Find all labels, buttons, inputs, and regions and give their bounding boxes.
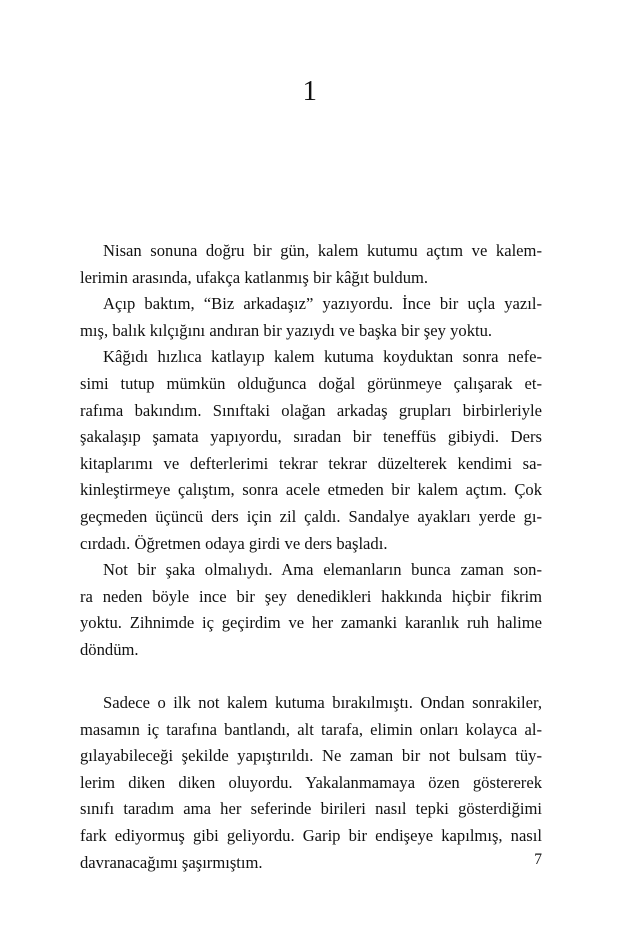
text-line-content: Not bir şaka olmalıydı. Ama elemanların bunca zaman son-: [103, 560, 542, 580]
text-line: [80, 291, 542, 318]
text-line: gılayabileceği şekilde yapıştırıldı. Ne zaman bir not bulsam tüy-: [80, 746, 542, 766]
text-line-content: Kâğıdı hızlıca katlayıp kalem kutuma koyduktan sonra nefe-: [103, 347, 542, 367]
text-line: fark ediyormuş gibi geliyordu. Garip bir endişeye kapılmış, nasıl: [80, 826, 542, 846]
chapter-number: 1: [302, 75, 318, 107]
text-line: [80, 344, 542, 371]
text-line: sınıfı taradım ama her seferinde birileri nasıl tepki gösterdiğimi: [80, 799, 542, 819]
text-line: [80, 557, 542, 584]
text-line: döndüm.: [80, 639, 139, 659]
paragraph: [80, 344, 542, 557]
text-line: geçmeden üçüncü ders için zil çaldı. Sandalye ayakları yerde gı-: [80, 506, 542, 526]
text-line: [80, 238, 542, 265]
text-line: kitaplarımı ve defterlerimi tekrar tekrar düzelterek kendimi sa-: [80, 453, 542, 473]
text-line: şakalaşıp şamata yapıyordu, sıradan bir teneffüs gibiydi. Ders: [80, 427, 542, 447]
text-line: mış, balık kılçığını andıran bir yazıydı ve başka bir şey yoktu.: [80, 320, 493, 340]
paragraph: [80, 291, 542, 344]
text-line: yoktu. Zihnimde iç geçirdim ve her zamanki karanlık ruh halime: [80, 613, 542, 633]
paragraph: [80, 238, 542, 291]
body-text: [80, 238, 542, 876]
text-line-content: Sadece o ilk not kalem kutuma bırakılmıştı. Ondan sonrakiler,: [103, 693, 542, 713]
paragraph: [80, 557, 542, 663]
page-number: 7: [534, 851, 542, 868]
text-line: ra neden böyle ince bir şey denedikleri hakkında hiçbir fikrim: [80, 586, 542, 606]
text-line-content: Açıp baktım, “Biz arkadaşız” yazıyordu. İnce bir uçla yazıl-: [103, 294, 542, 314]
paragraph: [80, 690, 542, 876]
text-line: davranacağımı şaşırmıştım.: [80, 852, 263, 872]
text-block: [80, 690, 542, 876]
text-line: rafıma bakındım. Sınıftaki olağan arkadaş grupları birbirleriyle: [80, 400, 542, 420]
text-line: simi tutup mümkün olduğunca doğal görünmeye çalışarak et-: [80, 373, 542, 393]
paragraph-block-gap: [80, 664, 542, 691]
text-line: kinleştirmeye çalıştım, sonra acele etmeden bir kalem açtım. Çok: [80, 480, 542, 500]
text-line: lerimin arasında, ufakça katlanmış bir kâğıt buldum.: [80, 267, 429, 287]
text-line: cırdadı. Öğretmen odaya girdi ve ders başladı.: [80, 533, 388, 553]
text-line: masamın iç tarafına bantlandı, alt tarafa, elimin onları kolayca al-: [80, 719, 542, 739]
text-line: [80, 690, 542, 717]
text-block: [80, 238, 542, 664]
text-line: lerim diken diken oluyordu. Yakalanmamaya özen göstererek: [80, 772, 542, 792]
text-line-content: Nisan sonuna doğru bir gün, kalem kutumu açtım ve kalem-: [103, 241, 542, 260]
